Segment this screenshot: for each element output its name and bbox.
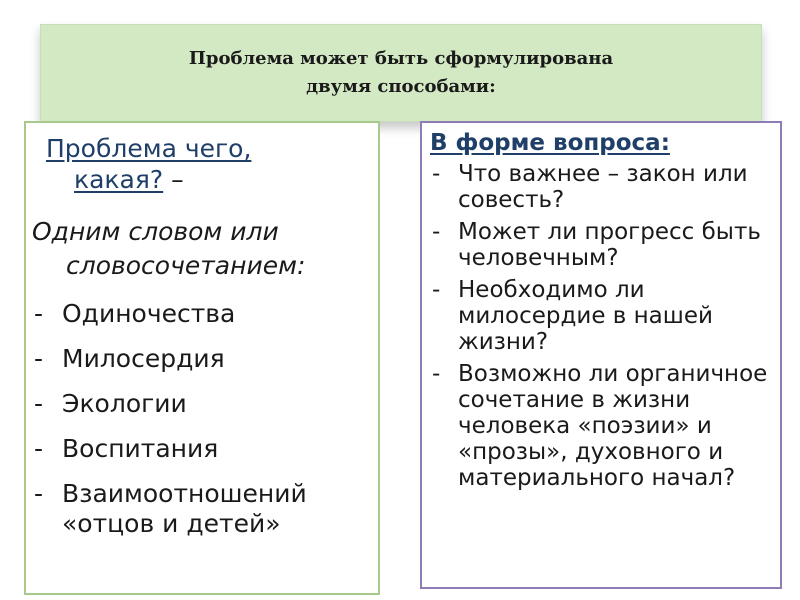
left-panel (24, 121, 380, 595)
bullet-dash: - (432, 361, 441, 387)
bullet-dash: - (34, 389, 44, 418)
header-title-line-2: двумя способами: (306, 76, 496, 97)
bullet-dash: - (34, 434, 44, 463)
list-item (34, 479, 374, 539)
list-item-text: Может ли прогресс быть человечным? (458, 219, 761, 271)
left-subtitle-line-1: Одним словом или (32, 217, 279, 246)
right-panel-list (432, 161, 777, 497)
list-item-text: Что важнее – закон или совесть? (458, 161, 748, 213)
list-item (432, 161, 777, 213)
bullet-dash: - (432, 277, 441, 303)
list-item (432, 277, 777, 355)
list-item-text: Взаимоотношений «отцов и детей» (62, 479, 307, 538)
bullet-dash: - (34, 479, 44, 508)
right-panel-title: В форме вопроса: (430, 130, 670, 156)
list-item-text: Милосердия (62, 344, 225, 373)
right-panel (420, 121, 782, 589)
list-item-text: Возможно ли органичное сочетание в жизни человека «поэзии» и «прозы», духовного и материального начал? (458, 361, 768, 491)
header-title-line-1: Проблема может быть сформулирована (188, 48, 614, 69)
list-item (34, 389, 374, 419)
list-item (432, 361, 777, 491)
list-item (34, 344, 374, 374)
list-item (432, 219, 777, 271)
list-item (34, 434, 374, 464)
left-panel-title (34, 133, 364, 195)
list-item (34, 299, 374, 329)
left-subtitle-line-2: словосочетанием: (66, 251, 306, 280)
bullet-dash: - (432, 219, 441, 245)
left-panel-list (34, 299, 374, 554)
list-item-text: Необходимо ли милосердие в нашей жизни? (458, 277, 713, 355)
list-item-text: Воспитания (62, 434, 219, 463)
bullet-dash: - (34, 299, 44, 328)
left-panel-subtitle (32, 215, 372, 283)
list-item-text: Экологии (62, 389, 187, 418)
bullet-dash: - (34, 344, 44, 373)
bullet-dash: - (432, 161, 441, 187)
left-title-part-1: Проблема чего, (46, 134, 252, 163)
list-item-text: Одиночества (62, 299, 236, 328)
left-title-dash: – (171, 165, 184, 194)
header-banner (40, 24, 762, 122)
left-title-part-2: какая? (74, 165, 164, 194)
